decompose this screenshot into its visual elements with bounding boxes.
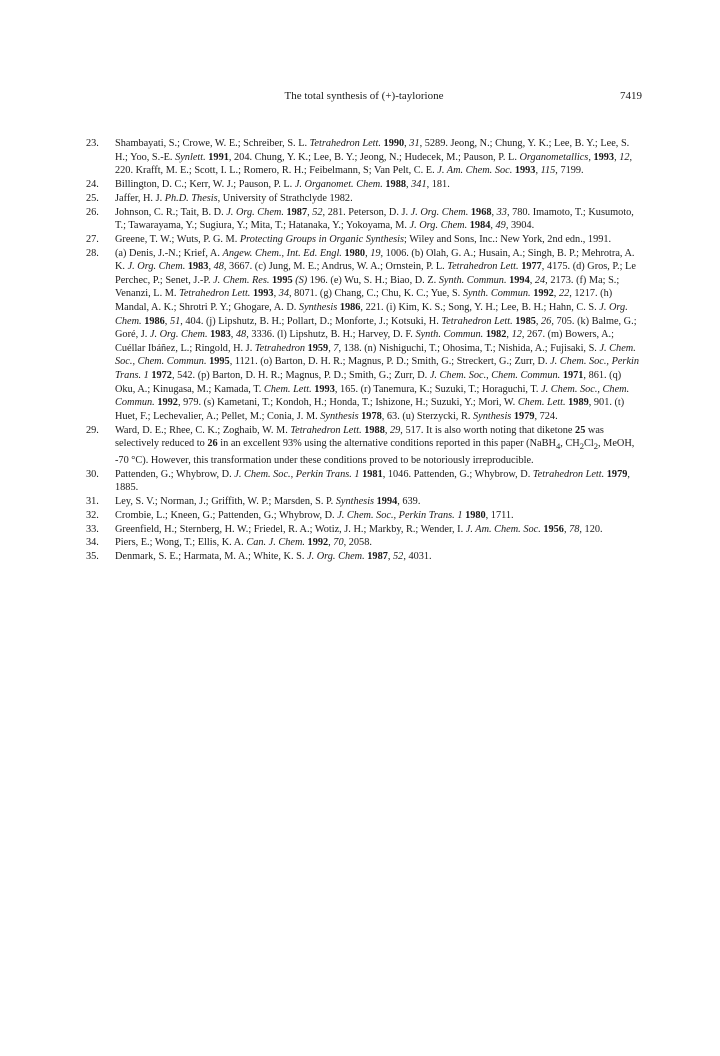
reference-number: 29. — [86, 424, 99, 436]
reference-number: 32. — [86, 509, 99, 521]
reference-item — [86, 192, 642, 206]
reference-number: 26. — [86, 206, 99, 218]
reference-text: Piers, E.; Wong, T.; Ellis, K. A. Can. J. Chem. 1992, 70, 2058. — [115, 537, 372, 549]
reference-item — [86, 468, 642, 495]
running-title: The total synthesis of (+)-taylorione — [284, 90, 444, 102]
reference-number: 24. — [86, 178, 99, 190]
reference-text: Ley, S. V.; Norman, J.; Griffith, W. P.; Marsden, S. P. Synthesis 1994, 639. — [115, 495, 421, 507]
reference-number: 33. — [86, 523, 99, 535]
reference-text: Johnson, C. R.; Tait, B. D. J. Org. Chem. 1987, 52, 281. Peterson, D. J. J. Org. Chem. 1968, 33, 780. Imamoto, T.; Kusumoto, T.; Tawarayama, Y.; Sugiura, Y.; Mita, T.; Hatanaka, Y.; Yokoyama, M. J. Org. Chem. 1984, 49, 3904. — [115, 206, 634, 232]
reference-number: 28. — [86, 247, 99, 259]
page-header — [86, 90, 642, 106]
reference-item — [86, 523, 642, 537]
reference-item — [86, 206, 642, 233]
reference-number: 34. — [86, 537, 99, 549]
reference-text: Jaffer, H. J. Ph.D. Thesis, University of Strathclyde 1982. — [115, 192, 353, 204]
reference-number: 23. — [86, 138, 99, 149]
reference-item — [86, 550, 642, 564]
reference-item — [86, 247, 642, 424]
reference-item — [86, 536, 642, 550]
reference-number: 27. — [86, 233, 99, 245]
reference-text: Greenfield, H.; Sternberg, H. W.; Friedel, R. A.; Wotiz, J. H.; Markby, R.; Wender, I. J. Am. Chem. Soc. 1956, 78, 120. — [115, 523, 603, 535]
page-number: 7419 — [620, 90, 642, 102]
reference-text: Shambayati, S.; Crowe, W. E.; Schreiber, S. L. Tetrahedron Lett. 1990, 31, 5289. Jeong, N.; Chung, Y. K.; Lee, B. Y.; Lee, S. H.; Yoo, S.-E. Synlett. 1991, 204. Chung, Y. K.; Lee, B. Y.; Jeong, N.; Hudecek, M.; Pauson, P. L. Organometallics, 1993, 12, 220. Krafft, M. E.; Scott, I. L.; Romero, R. H.; Feibelmann, S; Van Pelt, C. E. J. Am. Chem. Soc. 1993, 115, 7199. — [115, 138, 633, 177]
reference-text: Crombie, L.; Kneen, G.; Pattenden, G.; Whybrow, D. J. Chem. Soc., Perkin Trans. 1 1980, 1711. — [115, 509, 514, 521]
reference-item — [86, 178, 642, 192]
reference-text: Pattenden, G.; Whybrow, D. J. Chem. Soc., Perkin Trans. 1 1981, 1046. Pattenden, G.; Whybrow, D. Tetrahedron Lett. 1979, 1885. — [115, 468, 630, 494]
reference-text: Billington, D. C.; Kerr, W. J.; Pauson, P. L. J. Organomet. Chem. 1988, 341, 181. — [115, 178, 450, 190]
reference-number: 35. — [86, 551, 99, 563]
reference-item — [86, 137, 642, 178]
reference-number: 30. — [86, 468, 99, 480]
reference-item — [86, 495, 642, 509]
reference-item — [86, 233, 642, 247]
reference-item — [86, 424, 642, 468]
reference-text: Denmark, S. E.; Harmata, M. A.; White, K. S. J. Org. Chem. 1987, 52, 4031. — [115, 551, 432, 563]
reference-list — [86, 137, 642, 564]
reference-number: 25. — [86, 192, 99, 204]
reference-text: Greene, T. W.; Wuts, P. G. M. Protecting Groups in Organic Synthesis; Wiley and Sons, Inc.: New York, 2nd edn., 1991. — [115, 233, 612, 245]
reference-text: Ward, D. E.; Rhee, C. K.; Zoghaib, W. M. Tetrahedron Lett. 1988, 29, 517. It is also worth noting that diketone 25 was selectively reduced to 26 in an excellent 93% using the alternative conditions reported in this paper (NaBH$_4$, $CH_2Cl_2$, MeOH, -70 °C). However, this transformation under these conditions proved to be notoriously irreproducible. — [115, 424, 635, 466]
reference-item — [86, 509, 642, 523]
reference-number: 31. — [86, 495, 99, 507]
reference-text: (a) Denis, J.-N.; Krief, A. Angew. Chem., Int. Ed. Engl. 1980, 19, 1006. (b) Olah, G. A.; Husain, A.; Singh, B. P.; Mehrotra, A. K. J. Org. Chem. 1983, 48, 3667. (c) Jung, M. E.; Andrus, W. A.; Ornstein, P. L. Tetrahedron Lett. 1977, 4175. (d) Gros, P.; Le Perchec, P.; Senet, J.-P. J. Chem. Res. 1995 (S) 196. (e) Wu, S. H.; Biao, D. Z. Synth. Commun. 1994, 24, 2173. (f) Ma; S.; Venanzi, L. M. Tetrahedron Lett. 1993, 34, 8071. (g) Chang, C.; Chu, K. C.; Yue, S. Synth. Commun. 1992, 22, 1217. (h) Mandal, A. K.; Shrotri P. Y.; Ghogare, A. D. Synthesis 1986, 221. (i) Kim, K. S.; Song, Y. H.; Lee, B. H.; Hahn, C. S. J. Org. Chem. 1986, 51, 404. (j) Lipshutz, B. H.; Pollart, D.; Monforte, J.; Kotsuki, H. Tetrahedron Lett. 1985, 26, 705. (k) Balme, G.; Goré, J. J. Org. Chem. 1983, 48, 3336. (l) Lipshutz, B. H.; Harvey, D. F. Synth. Commun. 1982, 12, 267. (m) Bowers, A.; Cuéllar Ibáñez, L.; Ringold, H. J. Tetrahedron 1959, 7, 138. (n) Nishiguchi, T.; Ohosima, T.; Nishida, A.; Fujisaki, S. J. Chem. Soc., Chem. Commun. 1995, 1121. (o) Barton, D. H. R.; Magnus, P. D.; Smith, G.; Streckert, G.; Zurr, D. J. Chem. Soc., Perkin Trans. 1 1972, 542. (p) Barton, D. H. R.; Magnus, P. D.; Smith, G.; Zurr, D. J. Chem. Soc., Chem. Commun. 1971, 861. (q) Oku, A.; Kinugasa, M.; Kamada, T. Chem. Lett. 1993, 165. (r) Tanemura, K.; Suzuki, T.; Horaguchi, T. J. Chem. Soc., Chem. Commun. 1992, 979. (s) Kametani, T.; Kondoh, H.; Honda, T.; Ishizone, H.; Suzuki, Y.; Mori, W. Chem. Lett. 1989, 901. (t) Huet, F.; Lechevalier, A.; Pellet, M.; Conia, J. M. Synthesis 1978, 63. (u) Sterzycki, R. Synthesis 1979, 724. — [115, 247, 640, 422]
